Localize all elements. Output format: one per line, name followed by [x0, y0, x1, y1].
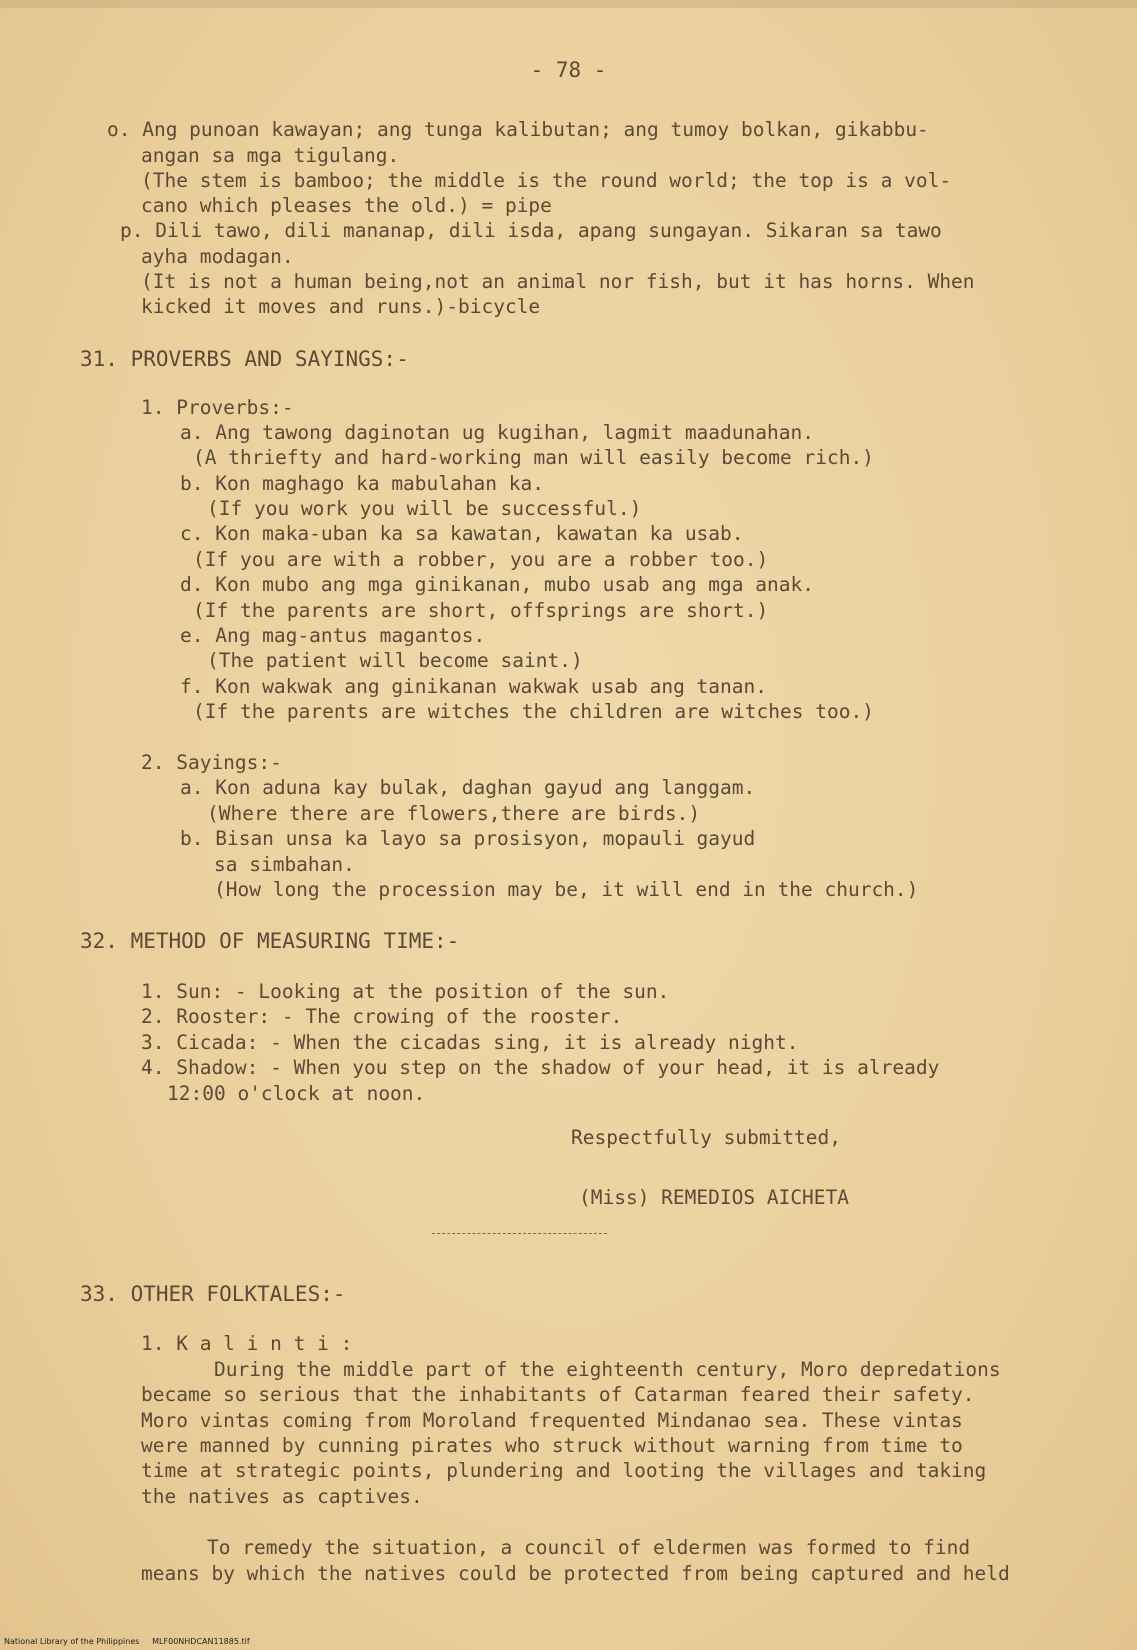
section-heading-proverbs: 31. PROVERBS AND SAYINGS:-	[80, 347, 409, 371]
text-line: a. Kon aduna kay bulak, daghan gayud ang langgam.	[180, 776, 756, 799]
text-line: (If the parents are short, offsprings are short.)	[193, 599, 769, 622]
section-heading-measuring-time: 32. METHOD OF MEASURING TIME:-	[80, 929, 460, 953]
section-heading-folktales: 33. OTHER FOLKTALES:-	[80, 1282, 346, 1306]
page-number: - 78 -	[530, 58, 607, 82]
text-line: became so serious that the inhabitants of Catarman feared their safety.	[141, 1383, 975, 1406]
text-line: 2. Rooster: - The crowing of the rooster.	[141, 1005, 623, 1028]
text-line: (Where there are flowers,there are birds.)	[207, 802, 701, 825]
text-line: 1. Sun: - Looking at the position of the sun.	[141, 980, 670, 1003]
text-line: were manned by cunning pirates who struck without warning from time to	[141, 1434, 963, 1457]
closing-line: Respectfully submitted,	[571, 1126, 842, 1149]
text-line: 3. Cicada: - When the cicadas sing, it is already night.	[141, 1031, 799, 1054]
text-line: During the middle part of the eighteenth century, Moro depredations	[214, 1358, 1001, 1381]
text-line: p. Dili tawo, dili mananap, dili isda, apang sungayan. Sikaran sa tawo	[120, 219, 942, 242]
text-line: (The patient will become saint.)	[207, 649, 583, 672]
text-line: (If you are with a robber, you are a robber too.)	[193, 548, 769, 571]
text-line: a. Ang tawong daginotan ug kugihan, lagmit maadunahan.	[180, 421, 814, 444]
text-line: (A thriefty and hard-working man will easily become rich.)	[193, 446, 874, 469]
text-line: 2. Sayings:-	[141, 751, 282, 774]
text-line: o. Ang punoan kawayan; ang tunga kalibutan; ang tumoy bolkan, gikabbu-	[107, 118, 929, 141]
text-line: e. Ang mag-antus magantos.	[180, 624, 486, 647]
archive-footer: National Library of the Philippines MLF00NHDCAN11885.tif	[4, 1637, 250, 1646]
text-line: b. Bisan unsa ka layo sa prosisyon, mopauli gayud	[180, 827, 756, 850]
text-line: 1. Proverbs:-	[141, 396, 294, 419]
text-line: d. Kon mubo ang mga ginikanan, mubo usab ang mga anak.	[180, 573, 814, 596]
text-line: Moro vintas coming from Moroland frequented Mindanao sea. These vintas	[141, 1409, 963, 1432]
text-line: (It is not a human being,not an animal nor fish, but it has horns. When	[141, 270, 975, 293]
text-line: 4. Shadow: - When you step on the shadow of your head, it is already	[141, 1056, 940, 1079]
text-line: ayha modagan.	[141, 245, 294, 268]
text-line: b. Kon maghago ka mabulahan ka.	[180, 472, 544, 495]
separator-rule	[432, 1233, 607, 1234]
text-line: the natives as captives.	[141, 1485, 423, 1508]
text-line: c. Kon maka-uban ka sa kawatan, kawatan ka usab.	[180, 522, 744, 545]
text-line: (How long the procession may be, it will end in the church.)	[214, 878, 919, 901]
text-line: (If you work you will be successful.)	[207, 497, 642, 520]
text-line: means by which the natives could be protected from being captured and held	[141, 1562, 1010, 1585]
page-top-edge	[0, 0, 1137, 8]
text-line: kicked it moves and runs.)-bicycle	[141, 295, 541, 318]
text-line: angan sa mga tigulang.	[141, 144, 400, 167]
text-line: f. Kon wakwak ang ginikanan wakwak usab ang tanan.	[180, 675, 767, 698]
text-line: (If the parents are witches the children are witches too.)	[193, 700, 874, 723]
text-line: (The stem is bamboo; the middle is the round world; the top is a vol-	[141, 169, 952, 192]
text-line: cano which pleases the old.) = pipe	[141, 194, 552, 217]
text-line: time at strategic points, plundering and looting the villages and taking	[141, 1459, 987, 1482]
text-line: sa simbahan.	[214, 853, 355, 876]
text-line: 12:00 o'clock at noon.	[167, 1082, 426, 1105]
signature-name: (Miss) REMEDIOS AICHETA	[579, 1186, 850, 1209]
text-line: To remedy the situation, a council of eldermen was formed to find	[207, 1536, 971, 1559]
text-line: 1. K a l i n t i :	[141, 1332, 353, 1355]
